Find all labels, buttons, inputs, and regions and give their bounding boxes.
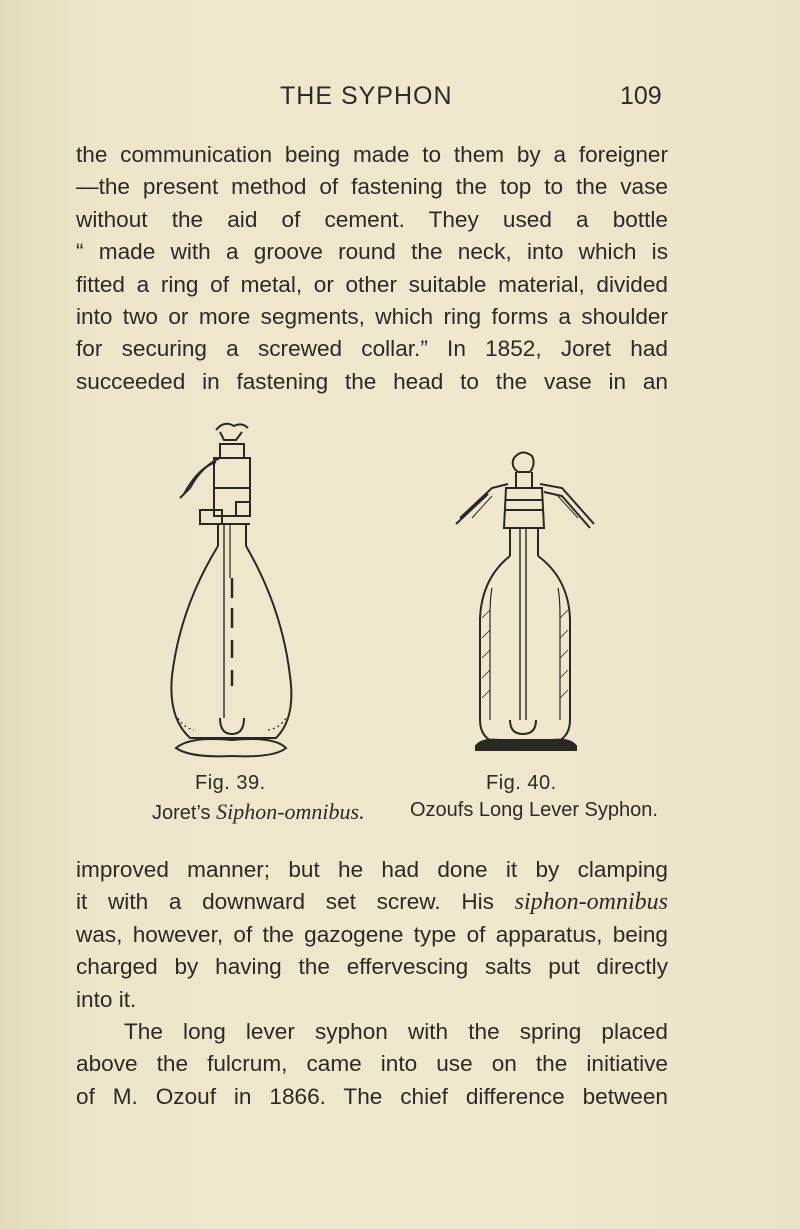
paragraph-2 — [76, 854, 668, 1016]
fig-39-number: Fig. 39. — [195, 772, 266, 794]
text-line: charged by having the effervescing salts put directly — [76, 954, 668, 980]
running-title: THE SYPHON — [280, 82, 453, 110]
text-line: improved manner; but he had done it by clamping — [76, 857, 668, 882]
paragraph-3 — [76, 1016, 668, 1113]
text-line: above the fulcrum, came into use on the initiative — [76, 1051, 668, 1077]
text-line: the communication being made to them by a foreigner — [76, 142, 668, 167]
fig-40-number: Fig. 40. — [486, 772, 557, 794]
paragraph-1 — [76, 139, 668, 398]
text-line: into two or more segments, which ring forms a shoulder — [76, 304, 668, 330]
fig-40-caption: Ozoufs Long Lever Syphon. — [410, 799, 658, 821]
text-line: was, however, of the gazogene type of apparatus, being — [76, 921, 668, 947]
fig-40-illustration — [452, 448, 600, 764]
text-line: without the aid of cement. They used a bottle — [76, 206, 668, 232]
text-line: succeeded in fastening the head to the vase in an — [76, 368, 668, 394]
fig-39-caption-prefix: Joret’s — [152, 802, 217, 824]
text-line: for securing a screwed collar.” In 1852, Joret had — [76, 336, 668, 362]
text-line: “ made with a groove round the neck, into which is — [76, 239, 668, 265]
text-line: into it. — [76, 986, 137, 1012]
text-line: —the present method of fastening the top to the vase — [76, 174, 668, 200]
fig-39-illustration — [150, 418, 310, 763]
text-line: of M. Ozouf in 1866. The chief difference between — [76, 1083, 668, 1109]
page-number: 109 — [620, 82, 662, 110]
fig-39-caption — [152, 799, 365, 825]
text-line — [76, 886, 668, 918]
fig-39-caption-italic: Siphon-omnibus. — [216, 799, 365, 824]
text-line-italic: siphon-omnibus — [514, 889, 668, 916]
text-line-prefix: it with a downward set screw. His — [76, 889, 515, 915]
text-line: fitted a ring of metal, or other suitable material, divided — [76, 271, 668, 297]
text-line: The long lever syphon with the spring placed — [124, 1019, 668, 1044]
page-header — [0, 82, 800, 122]
